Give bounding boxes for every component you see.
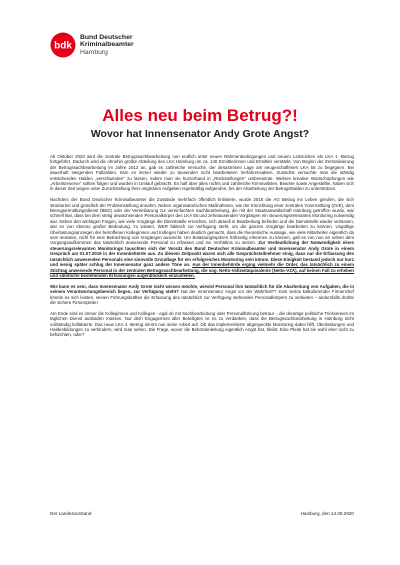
bdk-logo [50,32,134,58]
logo-line-3: Hamburg [80,48,108,56]
paragraph-1: Ab Oktober 2020 wird die zentrale Betrugssachbearbeitung nun endlich unter neuen Rahmenbedingungen und neuem Leitzeichen als LKA 1 -Betrug fortgeführt. Dadurch wird die ohnehin größte Abteilung des LKA Hamburg um ca. 140 Ermittlerinnen und Ermittler verstärkt. Von Beginn der Zentralisierung der Betrugssachbearbeitung im Jahre 2013 an, gab es zahlreiche Versuche, der desaströsen Lage am neugeschaffenen LKA 55 zu begegnen. Bei dauerhaft steigenden Fallzahlen, kam es immer wieder zu tausenden nicht bearbeiteten Verfahrensakten. Zunächst versuchte man die ständig entstehenden Halden „verschwinden" zu lassen, indem man sie kurzerhand in „Rückstellungen" umbenannte. Weitere kreative Wortschöpfungen wie „Arbeitsreserve" sollten folgen und wurden in Umlauf gebracht. Es half aber alles nichts und zahlreiche Kriminalisten, Beamte sowie Angestellte, haben sich in dieser Zeit wegen unter Zurückstellung ihrer originären Aufgaben regelmäßig aufgerufen, bei der Abarbeitung der Betrugshalden zu unterstützen. [50,154,354,192]
logo-text [80,34,134,55]
paragraph-2 [50,197,354,278]
article-body [50,154,354,343]
logo-line-2: Kriminalbeamter [80,41,134,49]
logo-mark-text: bdk [54,40,72,52]
paragraph-4 [50,284,354,306]
paragraph-3-bold: Zur Verdeutlichung der Notwendigkeit eines steuerungsrelevanten Monitorings tauschten sich der Vorsitz des Bund Deutscher Kriminalbeamter und Innensenator Andy Grote in einem Gespräch am 01.07.2019 in der Innenbehörde aus. Zu diesem Zeitpunkt waren sich alle Gesprächsteilnehmer einig, dass nur die Erfassung des tatsächlich anwesenden Personals eine sinnvolle Grundlage für ein erfolgreiches Monitoring sein könne. Diese Einigkeit bestand jedoch nur kurz und wenig später schlug der Innensenator ganz andere Töne an. [50,240,354,268]
paragraph-4-bold: Wie kann es sein, dass Innensenator Andy Grote nicht wissen möchte, wieviel Personal ihm tatsächlich für die Abarbeitung von Aufgaben, die in seinem Verantwortungsbereich liegen, zur Verfügung steht? [50,283,354,295]
footer [50,511,354,516]
paragraph-4-text: Hat der Innensenator Angst vor der Wahrheit?? Kein seriös kalkulierender Firmenchef könnte es sich leisten, seinen Führungskräften die Erfassung des tatsächlich zur Verfügung stehenden Personalkörpers zu verbieten – andernfalls drohte die sichere Firmenpleite! [50,289,354,305]
paragraph-3-underlined: Aus der Innenbehörde erging vielmehr die Order, das tatsächlich zu einem Stichtag anwesende Personal in der zentralen Betrugssachbearbeitung, die sog. Netto-Vollzeitäquivalente (Netto-VZÄ), auf keinen Fall zu erheben und sämtliche bestehenden Erfassungen augenblicklich einzustellen. [50,262,354,278]
page-title: Alles neu beim Betrug?! [102,106,298,125]
footer-signature: Der Landesvorstand [50,511,92,516]
bdk-logo-icon [50,32,76,58]
footer-date: Hamburg, den 14.09.2020 [300,511,354,516]
paragraph-5: Am Ende sind es immer die Kolleginnen und Kollegen - egal ob mit Sachbearbeitung oder Personalführung betraut -, die derartige politische Tricksereien im täglichen Dienst ausbaden müssen. Nur dem Engagement aller Beteiligten ist es zu verdanken, dass die Betrugssachbearbeitung in Hamburg nicht vollständig kollabierte. Das neue LKA 1 -Betrug nimmt nun seine Arbeit auf. Ob das implementierte abgespeckte Monitoring dabei hilft, Überlastungen und Haldenbildungen zu verhindern, wird man sehen. Die Frage, wovor die Behördenleitung eigentlich Angst hat, bleibt. Eine Pleite hat sie wohl eher nicht zu befürchten, oder? [50,310,354,338]
logo-line-1: Bund Deutscher [80,34,133,42]
page-subtitle: Wovor hat Innensenator Andy Grote Angst? [90,128,310,140]
paragraph-2-text: Nachdem der Bund Deutscher Kriminalbeamter die Zustände mehrfach öffentlich kritisierte, wurde 2018 die AG Betrug ins Leben gerufen, die sich strukturiert und gründlich der Problemstellung annahm. Neben organisatorischen Maßnahmen, wie der Einrichtung einer zentralen Vorermittlung (ZVE), dem Betrugsermittlungsdienst (BED) oder der Vereinbarung zur vereinfachten Sachbearbeitung, die mit der Staatsanwaltschaft Hamburg getroffen wurde, war schnell klar, dass bei dem stetig anwachsenden Personalkörper des LKA 55 und zehntausenden Vorgängen ein steuerungsrelevantes Monitoring notwendig war. Neben den wichtigen Fragen, wie viele Vorgänge die Dienststelle erreichen, sich aktuell in Bearbeitung befinden und die Dienststelle wieder verlassen, war es von ebenso großer Bedeutung, zu wissen, WER faktisch zur Verfügung steht, um die ganzen Vorgänge bearbeiten zu können. Ungültige Überlastungsanzeigen der betroffenen Kolleginnen und Kollegen haben deutlich gemacht, dass die theoretische Aussage, wie viele Mitarbeiter eigentlich da sein müssten, nicht für eine Betrachtung von Vorgängen ausreicht. Um Belastungsspitzen frühzeitig erkennen zu können, galt es von nun an neben dem Vorgangsaufkommen das tatsächlich anwesende Personal zu erfassen und ins Verhältnis zu setzen. [50,197,354,246]
